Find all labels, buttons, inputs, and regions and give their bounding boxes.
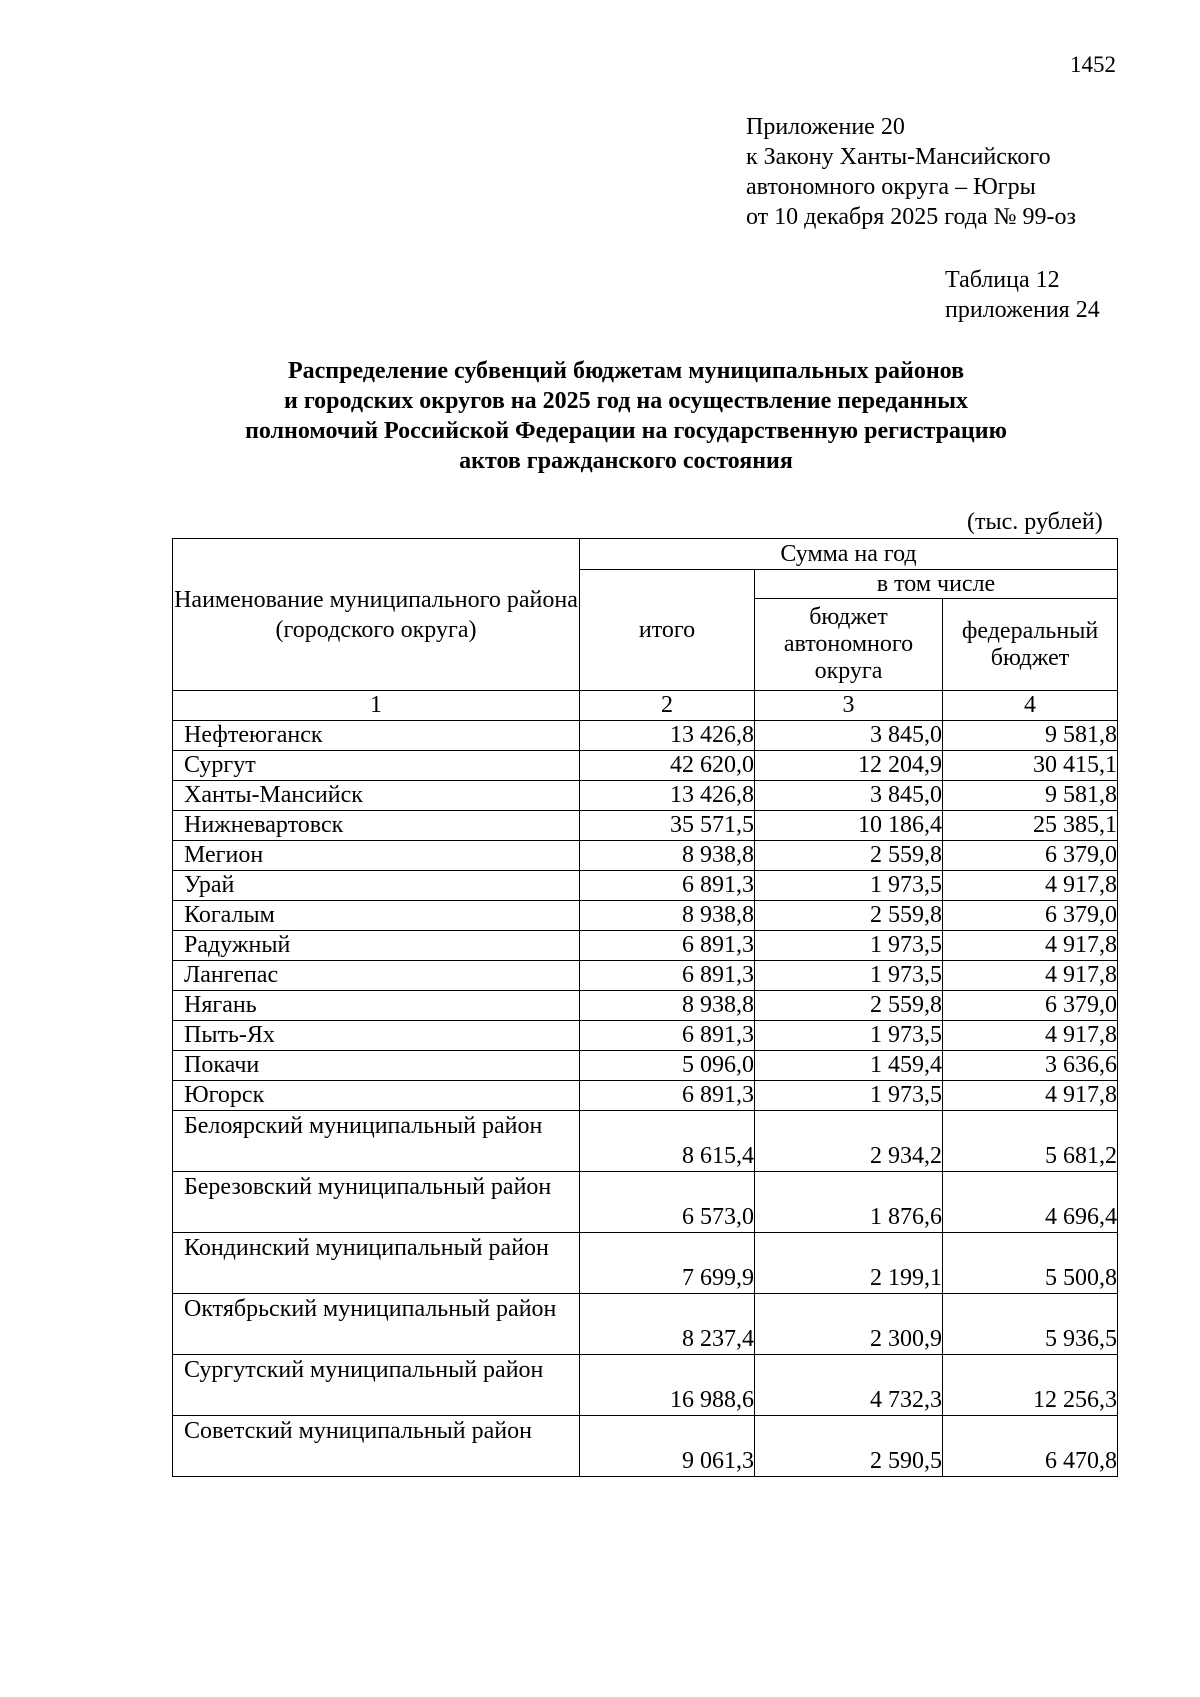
- row-name: Лангепас: [173, 961, 580, 991]
- appendix-line: Приложение 20: [746, 114, 905, 140]
- row-okrug-budget: 2 934,2: [755, 1111, 943, 1172]
- row-total: 13 426,8: [580, 781, 755, 811]
- row-okrug-budget: 1 973,5: [755, 961, 943, 991]
- row-name: Мегион: [173, 841, 580, 871]
- row-okrug-budget: 3 845,0: [755, 721, 943, 751]
- appendix-line: от 10 декабря 2025 года № 99-оз: [746, 204, 1077, 230]
- table-row: [173, 1111, 1118, 1172]
- appendix-reference: [746, 112, 1076, 232]
- row-name: Кондинский муниципальный район: [173, 1233, 580, 1294]
- title-line: актов гражданского состояния: [459, 448, 793, 474]
- table-row: [173, 1416, 1118, 1477]
- table-row: [173, 781, 1118, 811]
- row-okrug-budget: 4 732,3: [755, 1355, 943, 1416]
- row-federal-budget: 4 917,8: [943, 961, 1118, 991]
- subvention-table: [172, 538, 1118, 1477]
- row-federal-budget: 9 581,8: [943, 721, 1118, 751]
- table-row: [173, 991, 1118, 1021]
- row-name: Белоярский муниципальный район: [173, 1111, 580, 1172]
- table-row: [173, 961, 1118, 991]
- table-row: [173, 721, 1118, 751]
- row-name: Покачи: [173, 1051, 580, 1081]
- table-row: [173, 751, 1118, 781]
- column-number: 1: [173, 691, 580, 721]
- row-name: Октябрьский муниципальный район: [173, 1294, 580, 1355]
- row-name: Нефтеюганск: [173, 721, 580, 751]
- row-name: Советский муниципальный район: [173, 1416, 580, 1477]
- table-row: [173, 1172, 1118, 1233]
- row-total: 8 938,8: [580, 841, 755, 871]
- row-okrug-budget: 1 459,4: [755, 1051, 943, 1081]
- units-label: (тыс. рублей): [967, 509, 1103, 535]
- row-total: 7 699,9: [580, 1233, 755, 1294]
- table-reference: [945, 265, 1100, 325]
- table-row: [173, 871, 1118, 901]
- row-okrug-budget: 1 876,6: [755, 1172, 943, 1233]
- row-name: Сургутский муниципальный район: [173, 1355, 580, 1416]
- column-number: 2: [580, 691, 755, 721]
- appendix-line: к Закону Ханты-Мансийского: [746, 144, 1051, 170]
- header-sum-per-year: Сумма на год: [580, 539, 1118, 570]
- row-name: Пыть-Ях: [173, 1021, 580, 1051]
- row-total: 6 573,0: [580, 1172, 755, 1233]
- table-ref-line: приложения 24: [945, 297, 1100, 323]
- row-name: Урай: [173, 871, 580, 901]
- row-federal-budget: 25 385,1: [943, 811, 1118, 841]
- row-total: 42 620,0: [580, 751, 755, 781]
- row-federal-budget: 4 917,8: [943, 1081, 1118, 1111]
- row-federal-budget: 4 917,8: [943, 931, 1118, 961]
- document-title: [190, 356, 1062, 476]
- table-row: [173, 931, 1118, 961]
- row-okrug-budget: 2 559,8: [755, 841, 943, 871]
- column-number: 3: [755, 691, 943, 721]
- row-name: Югорск: [173, 1081, 580, 1111]
- row-total: 8 938,8: [580, 901, 755, 931]
- row-federal-budget: 4 917,8: [943, 871, 1118, 901]
- row-federal-budget: 4 917,8: [943, 1021, 1118, 1051]
- header-federal-budget: федеральный бюджет: [943, 599, 1118, 691]
- row-federal-budget: 6 470,8: [943, 1416, 1118, 1477]
- row-total: 5 096,0: [580, 1051, 755, 1081]
- row-okrug-budget: 1 973,5: [755, 871, 943, 901]
- row-total: 6 891,3: [580, 1021, 755, 1051]
- table-row: [173, 1021, 1118, 1051]
- row-federal-budget: 5 936,5: [943, 1294, 1118, 1355]
- row-total: 16 988,6: [580, 1355, 755, 1416]
- row-name: Нягань: [173, 991, 580, 1021]
- row-name: Нижневартовск: [173, 811, 580, 841]
- row-okrug-budget: 12 204,9: [755, 751, 943, 781]
- row-okrug-budget: 1 973,5: [755, 1081, 943, 1111]
- row-okrug-budget: 2 559,8: [755, 901, 943, 931]
- header-total: итого: [580, 570, 755, 691]
- row-total: 8 237,4: [580, 1294, 755, 1355]
- row-federal-budget: 30 415,1: [943, 751, 1118, 781]
- row-federal-budget: 6 379,0: [943, 841, 1118, 871]
- row-total: 6 891,3: [580, 871, 755, 901]
- column-numbers-row: [173, 691, 1118, 721]
- row-federal-budget: 3 636,6: [943, 1051, 1118, 1081]
- row-okrug-budget: 2 590,5: [755, 1416, 943, 1477]
- row-name: Березовский муниципальный район: [173, 1172, 580, 1233]
- row-name: Когалым: [173, 901, 580, 931]
- row-federal-budget: 5 681,2: [943, 1111, 1118, 1172]
- table-row: [173, 901, 1118, 931]
- title-line: Распределение субвенций бюджетам муниципальных районов: [287, 358, 965, 384]
- row-federal-budget: 12 256,3: [943, 1355, 1118, 1416]
- row-okrug-budget: 2 559,8: [755, 991, 943, 1021]
- row-okrug-budget: 2 300,9: [755, 1294, 943, 1355]
- title-line: и городских округов на 2025 год на осуществление переданных: [284, 388, 968, 414]
- row-federal-budget: 6 379,0: [943, 991, 1118, 1021]
- row-total: 8 938,8: [580, 991, 755, 1021]
- table-row: [173, 1355, 1118, 1416]
- column-number: 4: [943, 691, 1118, 721]
- row-name: Радужный: [173, 931, 580, 961]
- row-federal-budget: 6 379,0: [943, 901, 1118, 931]
- row-name: Сургут: [173, 751, 580, 781]
- row-total: 6 891,3: [580, 1081, 755, 1111]
- table-row: [173, 841, 1118, 871]
- row-okrug-budget: 3 845,0: [755, 781, 943, 811]
- header-including: в том числе: [755, 570, 1118, 599]
- row-total: 35 571,5: [580, 811, 755, 841]
- appendix-line: автономного округа – Югры: [746, 174, 1036, 200]
- row-total: 13 426,8: [580, 721, 755, 751]
- table-row: [173, 1294, 1118, 1355]
- table-row: [173, 1233, 1118, 1294]
- header-okrug-budget: бюджет автономного округа: [755, 599, 943, 691]
- table-row: [173, 811, 1118, 841]
- row-total: 6 891,3: [580, 961, 755, 991]
- row-name: Ханты-Мансийск: [173, 781, 580, 811]
- page-number: 1452: [1070, 52, 1116, 77]
- row-total: 9 061,3: [580, 1416, 755, 1477]
- row-federal-budget: 9 581,8: [943, 781, 1118, 811]
- table-row: [173, 1051, 1118, 1081]
- row-federal-budget: 4 696,4: [943, 1172, 1118, 1233]
- table-ref-line: Таблица 12: [945, 267, 1060, 293]
- header-name: Наименование муниципального района (городского округа): [173, 539, 580, 691]
- table-row: [173, 1081, 1118, 1111]
- row-okrug-budget: 1 973,5: [755, 1021, 943, 1051]
- row-okrug-budget: 1 973,5: [755, 931, 943, 961]
- row-okrug-budget: 10 186,4: [755, 811, 943, 841]
- row-federal-budget: 5 500,8: [943, 1233, 1118, 1294]
- row-total: 8 615,4: [580, 1111, 755, 1172]
- row-total: 6 891,3: [580, 931, 755, 961]
- row-okrug-budget: 2 199,1: [755, 1233, 943, 1294]
- title-line: полномочий Российской Федерации на государственную регистрацию: [245, 418, 1007, 444]
